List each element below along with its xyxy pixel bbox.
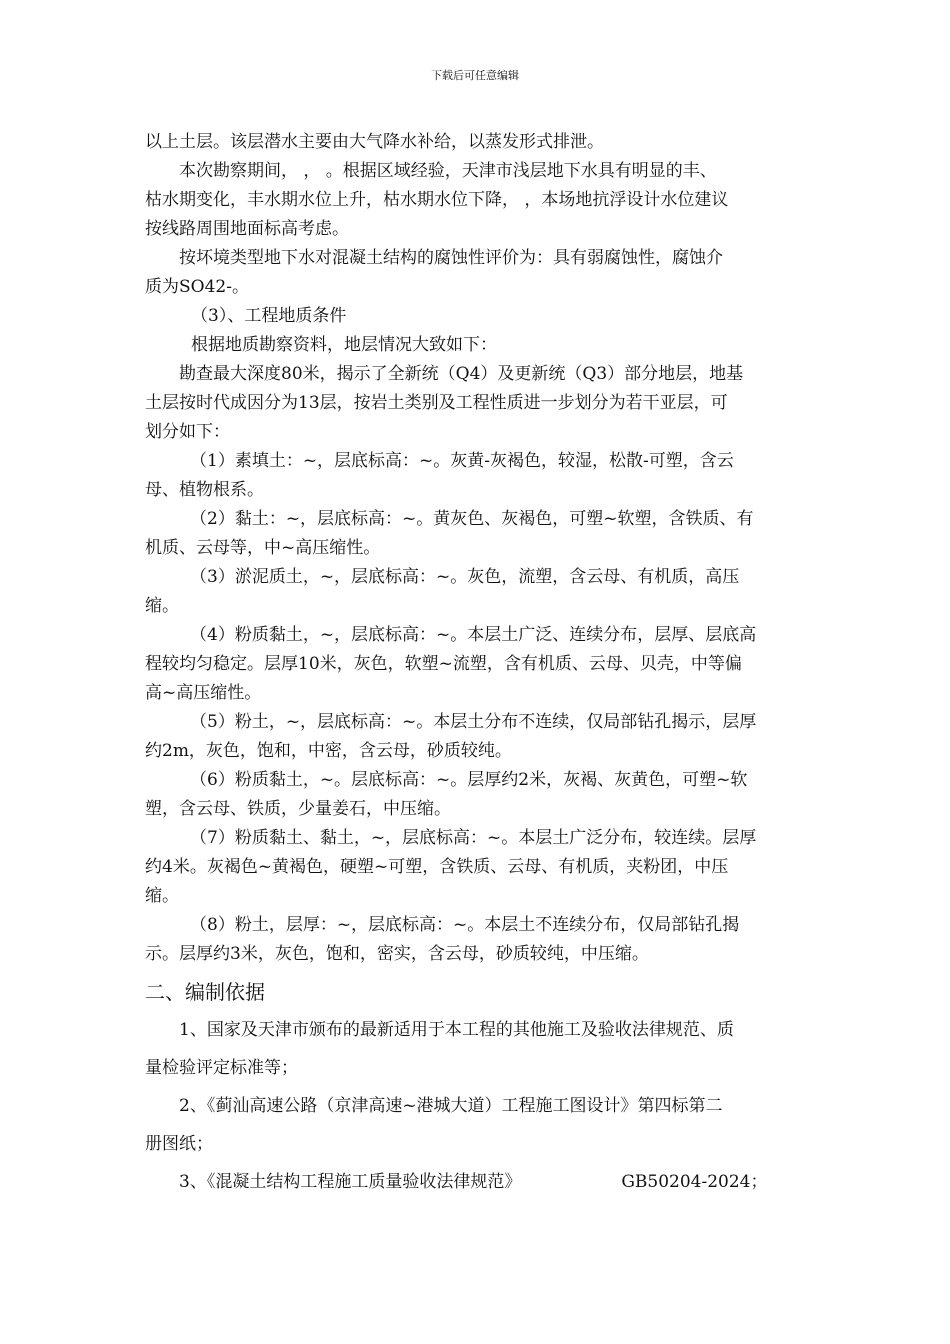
paragraph-line: 枯水期变化，丰水期水位上升，枯水期水位下降， ，本场地抗浮设计水位建议 [145,190,729,210]
paragraph-line: （3）淤泥质土，~，层底标高：~。灰色，流塑，含云母、有机质，高压 [190,567,740,587]
paragraph-line: （1）素填土：~，层底标高：~。灰黄-灰褐色，较湿，松散-可塑，含云 [190,451,734,471]
paragraph-line: （4）粉质黏土，~，层底标高：~。本层土广泛、连续分布，层厚、层底高 [190,625,757,645]
basis-line [145,1168,810,1197]
paragraph-line: 约4米。灰褐色~黄褐色，硬塑~可塑，含铁质、云母、有机质，夹粉团，中压 [145,857,729,877]
paragraph-line: （6）粉质黏土，~。层底标高：~。层厚约2米，灰褐、灰黄色，可塑~软 [190,770,748,790]
paragraph-line: （5）粉土，~，层底标高：~。本层土分布不连续，仅局部钻孔揭示，层厚 [190,712,757,732]
paragraph-line: 机质、云母等，中~高压缩性。 [145,538,381,558]
basis-code: GB50204-2024； [621,1172,768,1192]
paragraph-line: 根据地质勘察资料，地层情况大致如下： [191,335,497,355]
subsection-title: （3）、工程地质条件 [191,306,347,326]
paragraph-line: 勘查最大深度80米，揭示了全新统（Q4）及更新统（Q3）部分地层，地基 [179,364,744,384]
paragraph-line: 本次勘察期间， ， 。根据区域经验，天津市浅层地下水具有明显的丰、 [179,161,717,181]
paragraph-line: 土层按时代成因分为13层，按岩土类别及工程性质进一步划分为若干亚层，可 [145,393,728,413]
paragraph-line: 质为SO42-。 [145,277,249,297]
paragraph-line: （8）粉土，层厚：~，层底标高：~。本层土不连续分布，仅局部钻孔揭 [190,915,740,935]
paragraph-line: 高~高压缩性。 [145,683,262,703]
paragraph-line: 塑，含云母、铁质，少量姜石，中压缩。 [145,799,451,819]
section-heading: 二、编制依据 [145,980,265,1004]
paragraph-line: 示。层厚约3米，灰色，饱和，密实，含云母，砂质较纯，中压缩。 [145,944,649,964]
basis-line: 量检验评定标准等； [145,1058,298,1078]
paragraph-line: 缩。 [145,886,179,906]
basis-line: 册图纸； [145,1134,213,1154]
page-header: 下载后可任意编辑 [431,69,519,82]
paragraph-line: 约2m，灰色，饱和，中密，含云母，砂质较纯。 [145,741,512,761]
paragraph-line: 缩。 [145,596,179,616]
document-body [145,128,810,1197]
paragraph-line: 程较均匀稳定。层厚10米，灰色，软塑~流塑，含有机质、云母、贝壳，中等偏 [145,654,742,674]
paragraph-line: 以上土层。该层潜水主要由大气降水补给，以蒸发形式排泄。 [145,132,604,152]
basis-title: 3、《混凝土结构工程施工质量验收法律规范》 [179,1172,522,1192]
paragraph-line: 划分如下： [145,422,230,442]
basis-line: 2、《蓟汕高速公路（京津高速~港城大道）工程施工图设计》第四标第二 [179,1096,723,1116]
basis-line: 1、国家及天津市颁布的最新适用于本工程的其他施工及验收法律规范、质 [179,1020,734,1040]
paragraph-line: 按线路周围地面标高考虑。 [145,219,349,239]
paragraph-line: （7）粉质黏土、黏土，~，层底标高：~。本层土广泛分布，较连续。层厚 [190,828,757,848]
paragraph-line: 母、植物根系。 [145,480,264,500]
paragraph-line: 按坏境类型地下水对混凝土结构的腐蚀性评价为：具有弱腐蚀性，腐蚀介 [179,248,723,268]
paragraph-line: （2）黏土：~，层底标高：~。黄灰色、灰褐色，可塑~软塑，含铁质、有 [190,509,754,529]
